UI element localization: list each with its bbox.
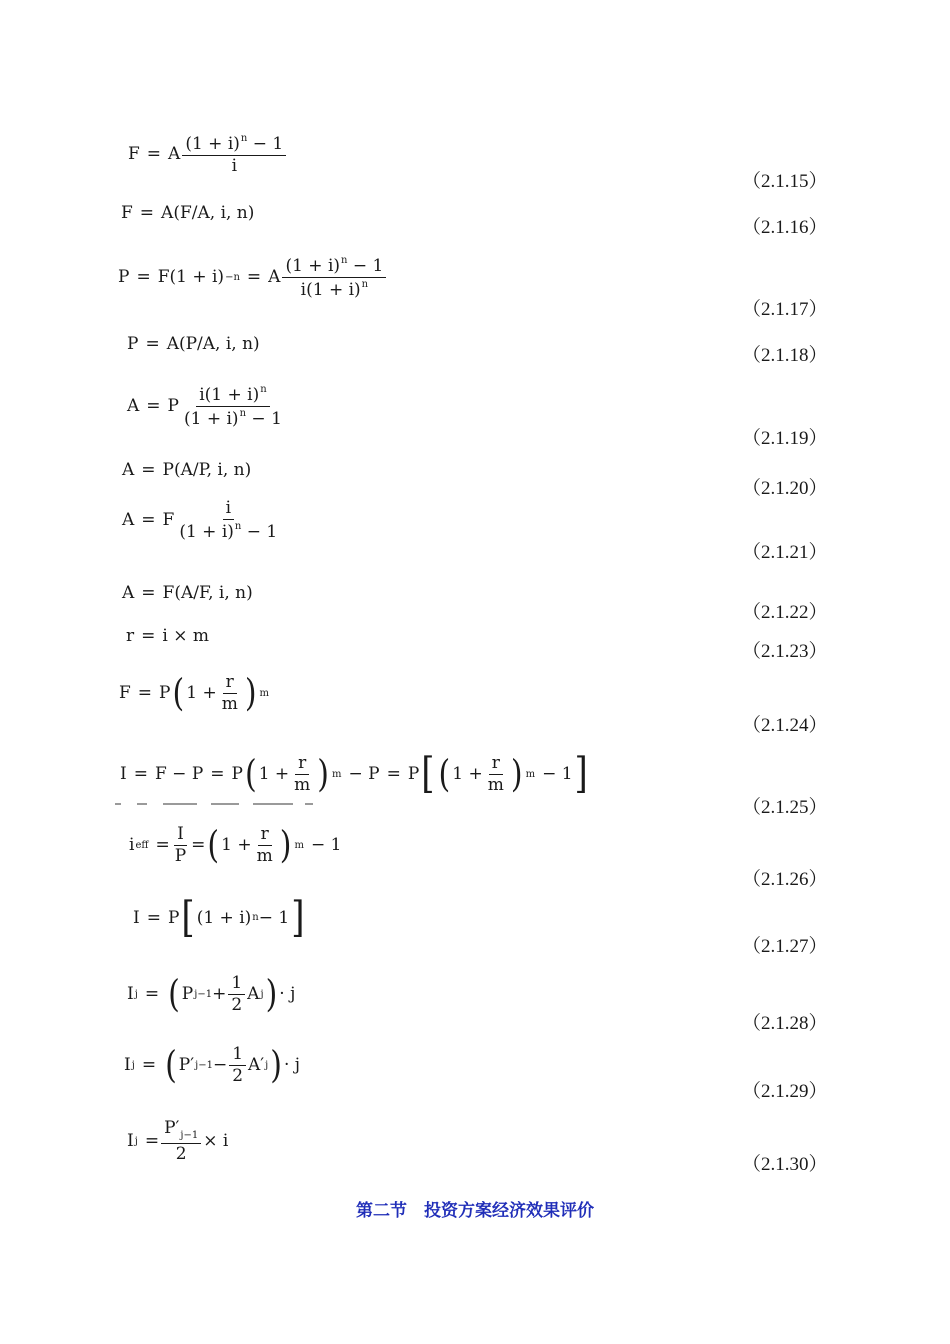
formula-2-1-19: A = P $\frac{i(1 + i)^n}{(1 + i)^n - 1}$ — [127, 384, 282, 429]
formula-2-1-30: I j = $\frac{P'_{j-1}}{2}$ × i — [127, 1118, 229, 1164]
formula-2-1-21: A = F $\frac{i}{(1 + i)^n - 1}$ — [122, 498, 278, 542]
equation-number: （2.1.16） — [742, 217, 828, 238]
equation-number: （2.1.26） — [742, 869, 828, 890]
equation-number: （2.1.22） — [742, 602, 828, 623]
formula-2-1-26: i eff = $\frac{I}{P}$ = ( 1 + $\frac{r}{m}$ ) m − 1 — [129, 823, 342, 868]
equation-number: （2.1.28） — [742, 1013, 828, 1034]
equation-number: （2.1.24） — [742, 715, 828, 736]
formula-2-1-28: I j = ( P j−1 + $\frac{1}{2}$ A j ) · j — [127, 972, 296, 1017]
equation-number: （2.1.18） — [742, 345, 828, 366]
formula-2-1-17: P = F(1 + i) −n = A $\frac{(1 + i)^n - 1}{i(1 + i)^n}$ — [118, 256, 388, 299]
equation-number: （2.1.30） — [742, 1154, 828, 1175]
equation-number: （2.1.29） — [742, 1081, 828, 1102]
equation-number: （2.1.17） — [742, 299, 828, 320]
scan-artifact — [115, 803, 325, 807]
formula-2-1-23: r = i × m — [126, 626, 209, 646]
equation-number: （2.1.25） — [742, 797, 828, 818]
formula-2-1-18: P = A(P/A, i, n) — [127, 334, 260, 354]
formula-2-1-29: I j = ( P′ j−1 − $\frac{1}{2}$ A′ j ) · j — [124, 1043, 301, 1088]
formula-2-1-20: A = P(A/P, i, n) — [122, 460, 252, 480]
equation-number: （2.1.19） — [742, 428, 828, 449]
formula-2-1-25: I = F − P = P ( 1 + $\frac{r}{m}$ ) m − P = P [ ( 1 + $\frac{r}{m}$ ) m − 1 ] — [120, 749, 588, 800]
equation-number: （2.1.15） — [742, 171, 828, 192]
formula-2-1-16: F = A(F/A, i, n) — [121, 203, 255, 223]
formula-2-1-27: I = P [ (1 + i) n − 1 ] — [133, 892, 305, 943]
formula-2-1-24: F = P ( 1 + $\frac{r}{m}$ ) m — [119, 671, 270, 716]
equation-number: （2.1.20） — [742, 478, 828, 499]
equation-number: （2.1.21） — [742, 542, 828, 563]
formula-2-1-15: F = A $\frac{(1 + i)^n - 1}{i}$ — [128, 134, 288, 175]
section-heading: 第二节 投资方案经济效果评价 — [356, 1201, 594, 1221]
equation-number: （2.1.27） — [742, 936, 828, 957]
formula-2-1-22: A = F(A/F, i, n) — [122, 583, 253, 603]
equation-number: （2.1.23） — [742, 641, 828, 662]
